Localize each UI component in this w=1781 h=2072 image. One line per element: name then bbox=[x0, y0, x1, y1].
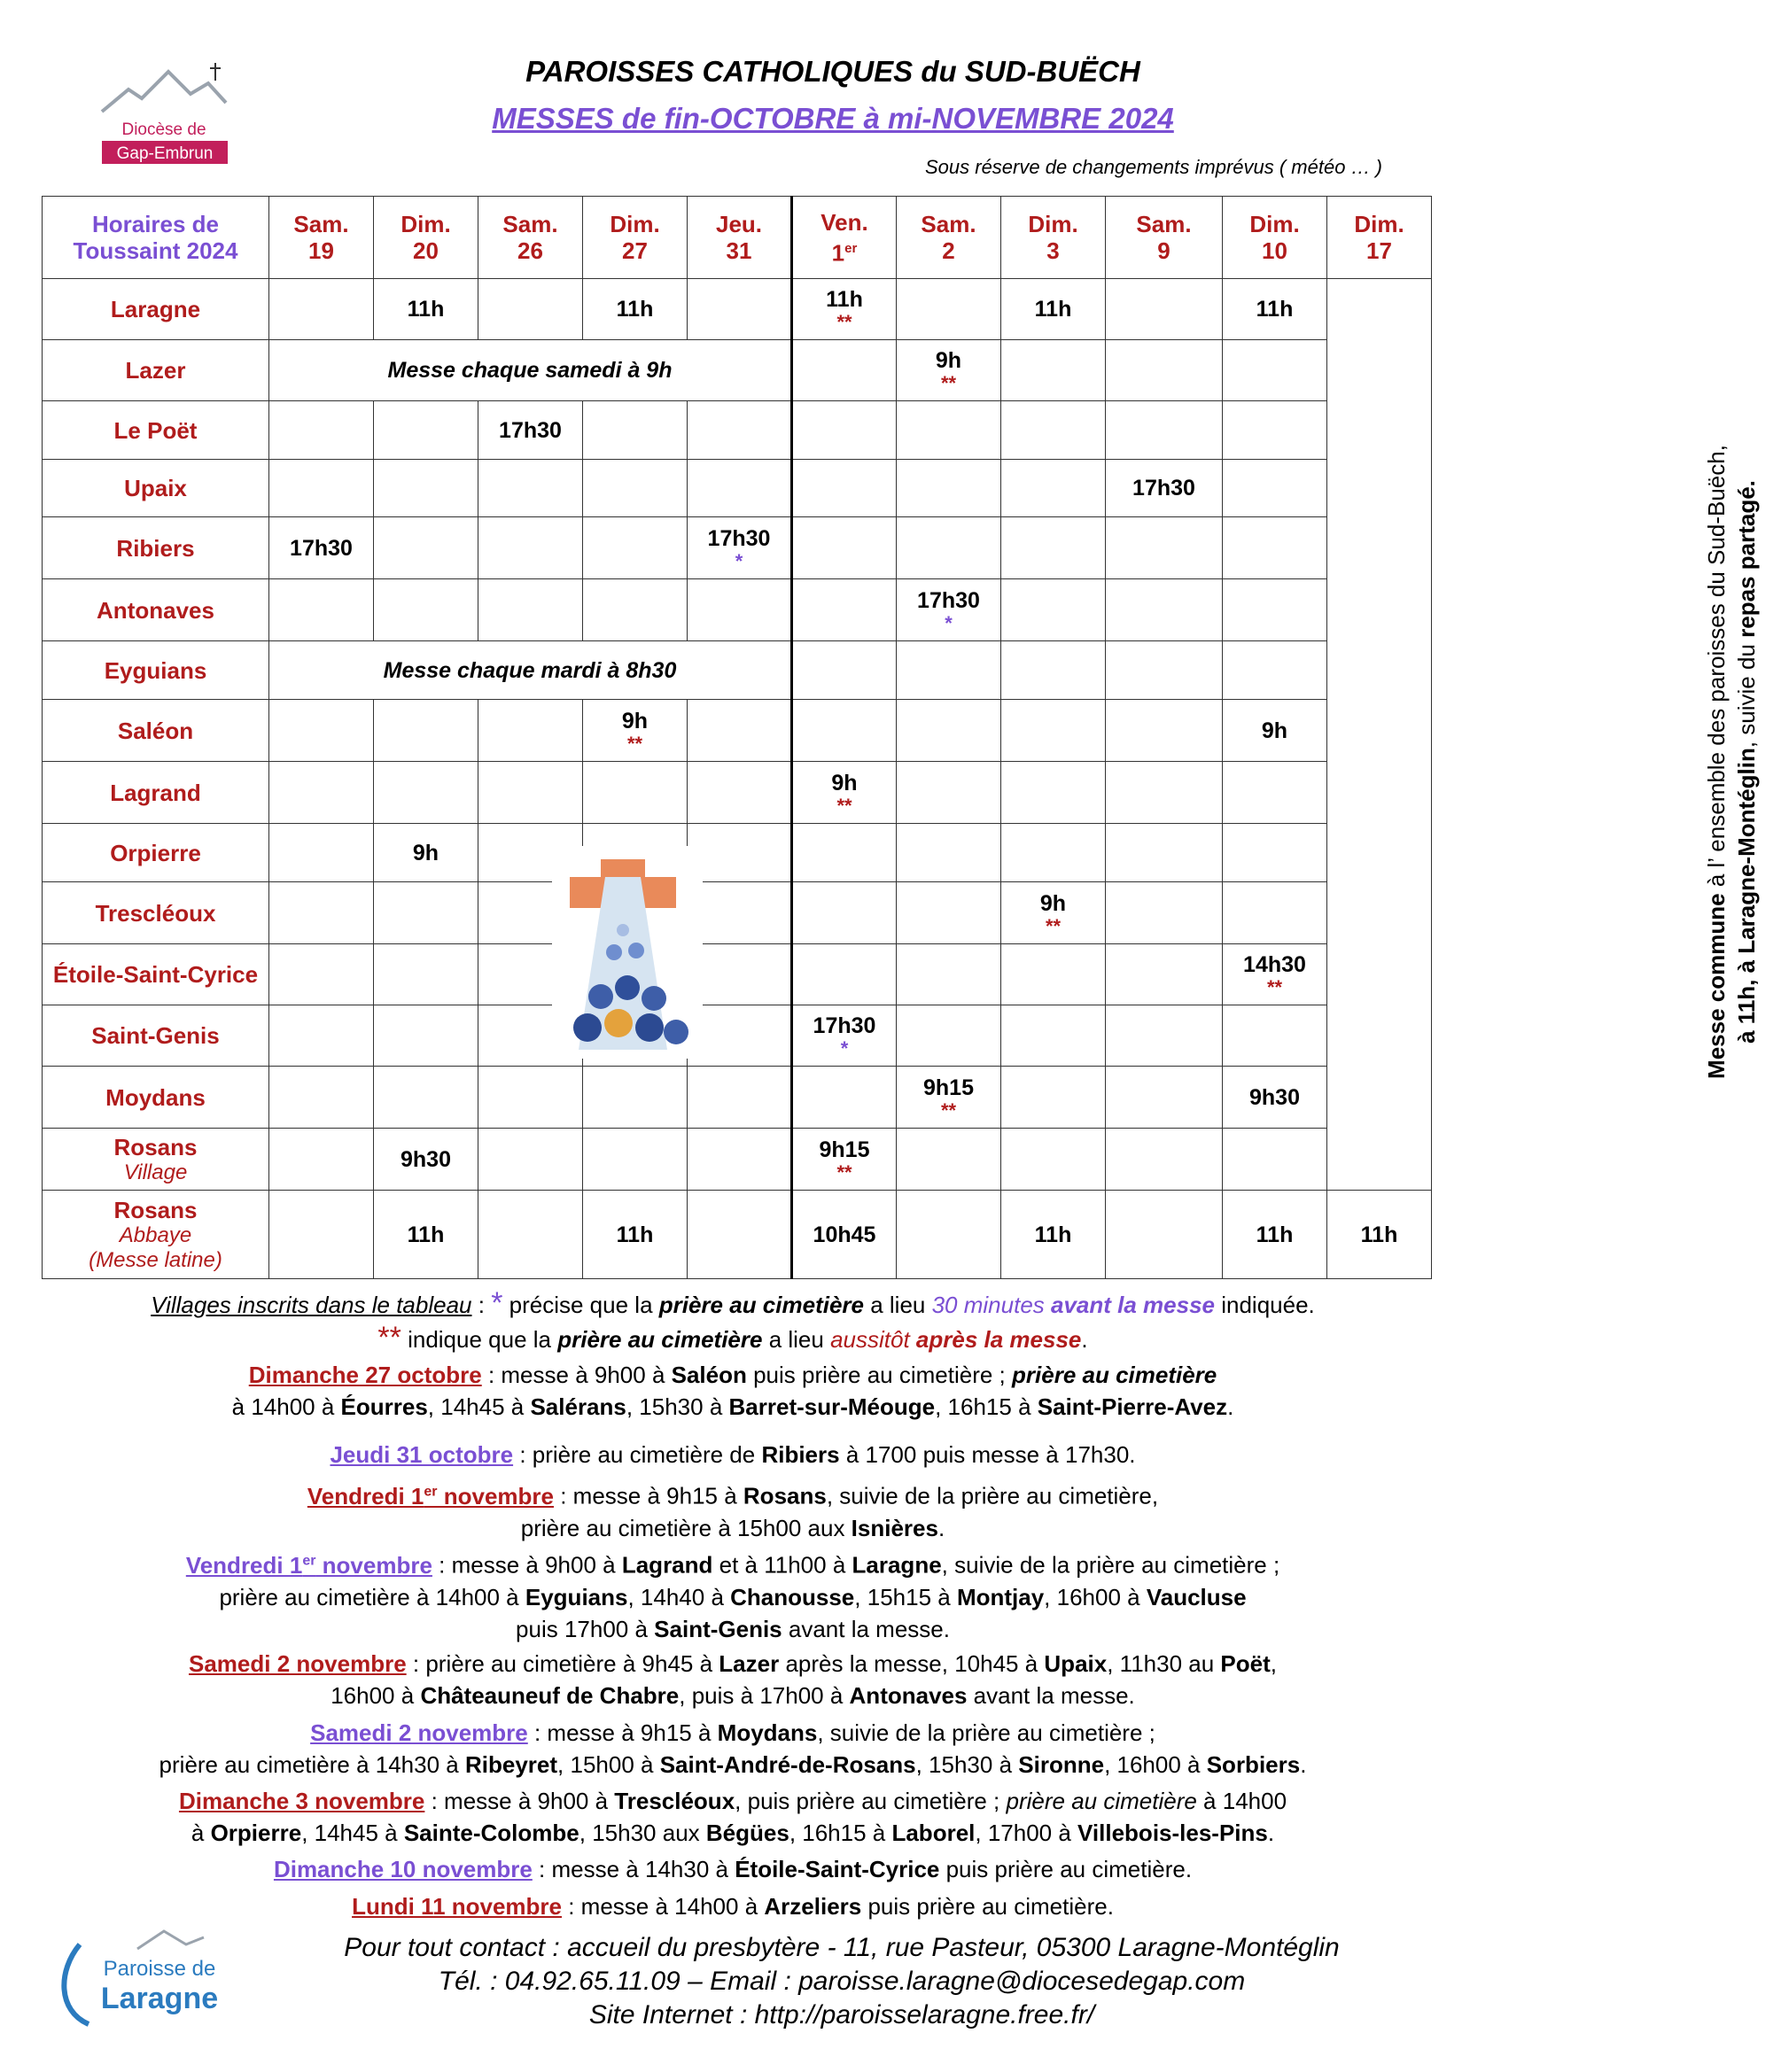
schedule-cell bbox=[269, 944, 374, 1005]
corner-header: Horaires de Toussaint 2024 bbox=[43, 197, 269, 279]
schedule-cell: 10h45 bbox=[792, 1191, 897, 1279]
village-name: Eyguians bbox=[43, 641, 269, 700]
schedule-cell bbox=[792, 579, 897, 641]
schedule-cell bbox=[688, 1005, 792, 1067]
schedule-cell bbox=[688, 700, 792, 762]
schedule-cell bbox=[1106, 641, 1223, 700]
table-row bbox=[43, 762, 1432, 824]
schedule-cell bbox=[269, 460, 374, 517]
column-header: Sam. 2 bbox=[897, 197, 1001, 279]
table-row bbox=[43, 340, 1432, 401]
schedule-cell: 17h30 bbox=[269, 517, 374, 579]
schedule-cell bbox=[583, 1067, 688, 1129]
schedule-cell bbox=[583, 762, 688, 824]
schedule-cell bbox=[1106, 824, 1223, 882]
table-row bbox=[43, 401, 1432, 460]
schedule-cell bbox=[374, 944, 478, 1005]
schedule-cell: 9h bbox=[374, 824, 478, 882]
schedule-cell bbox=[792, 882, 897, 944]
schedule-cell bbox=[583, 579, 688, 641]
diocese-logo bbox=[93, 58, 235, 165]
schedule-cell: 9h bbox=[1223, 700, 1327, 762]
schedule-cell bbox=[269, 824, 374, 882]
village-name: Saléon bbox=[43, 700, 269, 762]
schedule-cell: 17h30 bbox=[1106, 460, 1223, 517]
schedule-cell bbox=[1223, 882, 1327, 944]
schedule-cell bbox=[1001, 401, 1106, 460]
schedule-cell bbox=[269, 700, 374, 762]
column-header: Sam. 9 bbox=[1106, 197, 1223, 279]
schedule-cell: 11h bbox=[374, 279, 478, 340]
column-header: Ven. 1er bbox=[792, 197, 897, 279]
schedule-cell: 9h ** bbox=[792, 762, 897, 824]
contact-website[interactable]: Site Internet : http://paroisselaragne.free.fr/ bbox=[588, 2000, 1095, 2029]
schedule-cell: 9h ** bbox=[897, 340, 1001, 401]
table-row bbox=[43, 1129, 1432, 1191]
schedule-cell bbox=[792, 641, 897, 700]
schedule-cell bbox=[1001, 762, 1106, 824]
schedule-cell bbox=[688, 1191, 792, 1279]
schedule-cell: 11h bbox=[1001, 1191, 1106, 1279]
schedule-cell: 9h30 bbox=[1223, 1067, 1327, 1129]
schedule-cell bbox=[1106, 762, 1223, 824]
schedule-cell bbox=[1106, 1129, 1223, 1191]
schedule-cell bbox=[897, 1005, 1001, 1067]
table-row bbox=[43, 1191, 1432, 1279]
schedule-cell: 11h bbox=[583, 1191, 688, 1279]
schedule-cell bbox=[1001, 460, 1106, 517]
schedule-cell bbox=[478, 762, 583, 824]
schedule-cell bbox=[688, 762, 792, 824]
village-name: Lagrand bbox=[43, 762, 269, 824]
schedule-cell bbox=[792, 1067, 897, 1129]
schedule-cell bbox=[897, 517, 1001, 579]
schedule-cell bbox=[897, 1191, 1001, 1279]
schedule-cell: 9h ** bbox=[583, 700, 688, 762]
schedule-cell bbox=[1001, 1129, 1106, 1191]
schedule-cell: 11h bbox=[1223, 1191, 1327, 1279]
schedule-cell bbox=[897, 641, 1001, 700]
note-dimanche-10: Dimanche 10 novembre : messe à 14h30 à Étoile-Saint-Cyrice puis prière au cimetière. bbox=[273, 1856, 1193, 1882]
mass-schedule-table bbox=[42, 196, 1432, 1279]
schedule-cell bbox=[792, 340, 897, 401]
table-row bbox=[43, 824, 1432, 882]
column-header: Dim. 10 bbox=[1223, 197, 1327, 279]
schedule-cell bbox=[688, 401, 792, 460]
schedule-cell bbox=[688, 1129, 792, 1191]
schedule-cell: 11h bbox=[1223, 279, 1327, 340]
schedule-cell bbox=[1106, 944, 1223, 1005]
schedule-cell bbox=[688, 460, 792, 517]
schedule-cell bbox=[688, 1067, 792, 1129]
village-name: Rosans Village bbox=[43, 1129, 269, 1191]
page-subtitle: MESSES de fin-OCTOBRE à mi-NOVEMBRE 2024 bbox=[492, 102, 1174, 135]
schedule-cell bbox=[269, 279, 374, 340]
schedule-cell bbox=[688, 279, 792, 340]
schedule-cell bbox=[269, 1005, 374, 1067]
schedule-cell bbox=[1001, 579, 1106, 641]
note-samedi-2-lazer: Samedi 2 novembre : prière au cimetière à 9h45 à Lazer après la messe, 10h45 à Upaix, 11h30 au Poët, 16h00 à Châteauneuf de Chabre, puis à 17h00 à Antonaves avant la messe. bbox=[189, 1650, 1277, 1709]
note-vendredi-1-rosans: Vendredi 1er novembre : messe à 9h15 à Rosans, suivie de la prière au cimetière, prière au cimetière à 15h00 aux Isnières. bbox=[307, 1482, 1159, 1541]
contact-address: Pour tout contact : accueil du presbytère - 11, rue Pasteur, 05300 Laragne-Montéglin bbox=[344, 1933, 1340, 1962]
schedule-cell bbox=[1001, 1005, 1106, 1067]
schedule-cell bbox=[1223, 460, 1327, 517]
schedule-cell bbox=[897, 460, 1001, 517]
schedule-cell bbox=[374, 700, 478, 762]
schedule-cell bbox=[897, 944, 1001, 1005]
village-name: Upaix bbox=[43, 460, 269, 517]
schedule-cell bbox=[374, 882, 478, 944]
schedule-cell bbox=[1001, 340, 1106, 401]
schedule-cell: 11h bbox=[374, 1191, 478, 1279]
note-dimanche-27: Dimanche 27 octobre : messe à 9h00 à Saléon puis prière au cimetière ; prière au cimetière à 14h00 à Éourres, 14h45 à Salérans, 15h30 à Barret-sur-Méouge, 16h15 à Saint-Pierre-Avez. bbox=[231, 1362, 1234, 1420]
schedule-cell bbox=[1001, 944, 1106, 1005]
schedule-cell bbox=[269, 762, 374, 824]
schedule-cell bbox=[688, 944, 792, 1005]
schedule-cell bbox=[1223, 641, 1327, 700]
schedule-cell bbox=[897, 882, 1001, 944]
schedule-cell bbox=[688, 824, 792, 882]
schedule-cell bbox=[897, 401, 1001, 460]
table-row bbox=[43, 517, 1432, 579]
column-header: Dim. 3 bbox=[1001, 197, 1106, 279]
schedule-cell bbox=[1106, 700, 1223, 762]
schedule-cell bbox=[269, 579, 374, 641]
schedule-cell bbox=[374, 517, 478, 579]
schedule-cell bbox=[1223, 517, 1327, 579]
schedule-cell bbox=[269, 1067, 374, 1129]
schedule-cell bbox=[374, 1005, 478, 1067]
vertical-note-cell bbox=[1327, 279, 1432, 1191]
schedule-cell: 9h ** bbox=[1001, 882, 1106, 944]
paroisse-laragne-logo bbox=[53, 1927, 244, 2033]
schedule-cell: 17h30 * bbox=[792, 1005, 897, 1067]
schedule-cell bbox=[478, 1129, 583, 1191]
contact-phone-email: Tél. : 04.92.65.11.09 – Email : paroisse.laragne@diocesedegap.com bbox=[438, 1967, 1246, 1996]
schedule-cell bbox=[1106, 579, 1223, 641]
contact-block bbox=[257, 1931, 1427, 2032]
schedule-cell bbox=[374, 579, 478, 641]
svg-text:Gap-Embrun: Gap-Embrun bbox=[116, 144, 214, 163]
village-name: Ribiers bbox=[43, 517, 269, 579]
schedule-cell bbox=[583, 401, 688, 460]
schedule-cell bbox=[374, 1067, 478, 1129]
schedule-cell bbox=[269, 1129, 374, 1191]
table-row bbox=[43, 882, 1432, 944]
schedule-cell bbox=[583, 517, 688, 579]
schedule-cell bbox=[478, 579, 583, 641]
village-name: Moydans bbox=[43, 1067, 269, 1129]
table-row bbox=[43, 700, 1432, 762]
schedule-cell: 11h bbox=[1001, 279, 1106, 340]
village-name: Lazer bbox=[43, 340, 269, 401]
schedule-cell bbox=[269, 401, 374, 460]
schedule-cell bbox=[269, 1191, 374, 1279]
schedule-cell bbox=[1106, 882, 1223, 944]
schedule-cell bbox=[897, 700, 1001, 762]
village-name: Laragne bbox=[43, 279, 269, 340]
column-header: Sam. 19 bbox=[269, 197, 374, 279]
disclaimer-note: Sous réserve de changements imprévus ( météo … ) bbox=[924, 156, 1382, 178]
schedule-cell bbox=[792, 824, 897, 882]
village-name: Étoile-Saint-Cyrice bbox=[43, 944, 269, 1005]
schedule-cell bbox=[269, 882, 374, 944]
table-row bbox=[43, 1067, 1432, 1129]
schedule-cell bbox=[897, 762, 1001, 824]
schedule-cell bbox=[1001, 1067, 1106, 1129]
schedule-cell bbox=[688, 882, 792, 944]
village-name: Orpierre bbox=[43, 824, 269, 882]
table-row bbox=[43, 641, 1432, 700]
village-name: Antonaves bbox=[43, 579, 269, 641]
toussaint-illustration bbox=[552, 846, 703, 1059]
schedule-cell bbox=[1106, 517, 1223, 579]
schedule-cell bbox=[478, 1067, 583, 1129]
schedule-cell bbox=[374, 762, 478, 824]
schedule-cell bbox=[1223, 1005, 1327, 1067]
schedule-cell: 9h15 ** bbox=[897, 1067, 1001, 1129]
schedule-cell bbox=[1001, 700, 1106, 762]
village-name: Le Poët bbox=[43, 401, 269, 460]
column-header: Jeu. 31 bbox=[688, 197, 792, 279]
schedule-cell bbox=[478, 700, 583, 762]
schedule-cell bbox=[897, 824, 1001, 882]
column-header: Dim. 27 bbox=[583, 197, 688, 279]
schedule-cell bbox=[1106, 279, 1223, 340]
schedule-cell bbox=[792, 460, 897, 517]
schedule-cell bbox=[478, 460, 583, 517]
page-title: PAROISSES CATHOLIQUES du SUD-BUËCH bbox=[525, 55, 1140, 88]
column-header: Dim. 20 bbox=[374, 197, 478, 279]
svg-text:Diocèse de: Diocèse de bbox=[121, 120, 206, 139]
schedule-cell bbox=[374, 401, 478, 460]
schedule-cell bbox=[478, 1191, 583, 1279]
schedule-cell bbox=[1106, 1067, 1223, 1129]
table-header-row bbox=[43, 197, 1432, 279]
village-name: Saint-Genis bbox=[43, 1005, 269, 1067]
schedule-cell bbox=[1223, 762, 1327, 824]
schedule-cell: 11h ** bbox=[792, 279, 897, 340]
schedule-cell bbox=[1001, 824, 1106, 882]
schedule-cell bbox=[792, 944, 897, 1005]
schedule-cell bbox=[792, 700, 897, 762]
schedule-cell bbox=[1106, 1005, 1223, 1067]
schedule-cell: 17h30 * bbox=[897, 579, 1001, 641]
table-row bbox=[43, 579, 1432, 641]
schedule-cell bbox=[1106, 1191, 1223, 1279]
schedule-cell bbox=[1223, 340, 1327, 401]
schedule-cell bbox=[1223, 401, 1327, 460]
schedule-cell: 9h15 ** bbox=[792, 1129, 897, 1191]
schedule-cell bbox=[583, 1129, 688, 1191]
svg-text:Paroisse de: Paroisse de bbox=[103, 1957, 216, 1981]
schedule-cell bbox=[792, 401, 897, 460]
schedule-cell bbox=[792, 517, 897, 579]
schedule-cell: 9h30 bbox=[374, 1129, 478, 1191]
legend-single-star: Villages inscrits dans le tableau : * précise que la prière au cimetière a lieu 30 minutes avant la messe indiquée. bbox=[151, 1286, 1315, 1320]
weekly-mass-note: Messe chaque samedi à 9h bbox=[269, 340, 792, 401]
schedule-cell bbox=[478, 279, 583, 340]
table-row bbox=[43, 944, 1432, 1005]
schedule-cell bbox=[1223, 579, 1327, 641]
schedule-cell: 11h bbox=[583, 279, 688, 340]
vertical-note: Messe commune à l’ ensemble des paroisses du Sud-Buëch, à 11h, à Laragne-Montéglin, suivie du repas partagé. bbox=[1703, 445, 1760, 1079]
schedule-cell: 17h30 bbox=[478, 401, 583, 460]
schedule-cell bbox=[897, 1129, 1001, 1191]
table-row bbox=[43, 279, 1432, 340]
schedule-cell: 14h30 ** bbox=[1223, 944, 1327, 1005]
note-samedi-2-moydans: Samedi 2 novembre : messe à 9h15 à Moydans, suivie de la prière au cimetière ; prière au cimetière à 14h30 à Ribeyret, 15h00 à Saint-André-de-Rosans, 15h30 à Sironne, 16h00 à Sorbiers. bbox=[159, 1719, 1307, 1778]
schedule-cell bbox=[374, 460, 478, 517]
schedule-cell: 17h30 * bbox=[688, 517, 792, 579]
svg-text:Laragne: Laragne bbox=[100, 1982, 219, 2015]
note-jeudi-31: Jeudi 31 octobre : prière au cimetière de Ribiers à 1700 puis messe à 17h30. bbox=[330, 1441, 1136, 1468]
schedule-cell bbox=[688, 579, 792, 641]
schedule-cell: 11h bbox=[1327, 1191, 1432, 1279]
note-vendredi-1-laragne: Vendredi 1er novembre : messe à 9h00 à Lagrand et à 11h00 à Laragne, suivie de la prière au cimetière ; prière au cimetière à 14h00 à Eyguians, 14h40 à Chanousse, 15h15 à Montjay, 16h00 à Vaucluse puis 17h00 à Saint-Genis avant la messe. bbox=[185, 1551, 1280, 1642]
village-name: Rosans Abbaye (Messe latine) bbox=[43, 1191, 269, 1279]
schedule-cell bbox=[897, 279, 1001, 340]
schedule-cell bbox=[583, 460, 688, 517]
village-name: Trescléoux bbox=[43, 882, 269, 944]
note-dimanche-3: Dimanche 3 novembre : messe à 9h00 à Trescléoux, puis prière au cimetière ; prière au cimetière à 14h00 à Orpierre, 14h45 à Sainte-Colombe, 15h30 aux Bégües, 16h15 à Laborel, 17h00 à Villebois-les-Pins. bbox=[178, 1788, 1287, 1846]
weekly-mass-note: Messe chaque mardi à 8h30 bbox=[269, 641, 792, 700]
column-header: Sam. 26 bbox=[478, 197, 583, 279]
schedule-cell bbox=[1106, 340, 1223, 401]
schedule-cell bbox=[478, 517, 583, 579]
column-header: Dim. 17 bbox=[1327, 197, 1432, 279]
note-lundi-11: Lundi 11 novembre : messe à 14h00 à Arzeliers puis prière au cimetière. bbox=[352, 1893, 1114, 1920]
schedule-cell bbox=[1001, 641, 1106, 700]
table-row bbox=[43, 1005, 1432, 1067]
schedule-cell bbox=[1106, 401, 1223, 460]
schedule-cell bbox=[1223, 1129, 1327, 1191]
legend-double-star: ** indique que la prière au cimetière a lieu aussitôt après la messe. bbox=[377, 1321, 1088, 1354]
table-row bbox=[43, 460, 1432, 517]
schedule-cell bbox=[1001, 517, 1106, 579]
schedule-cell bbox=[1223, 824, 1327, 882]
